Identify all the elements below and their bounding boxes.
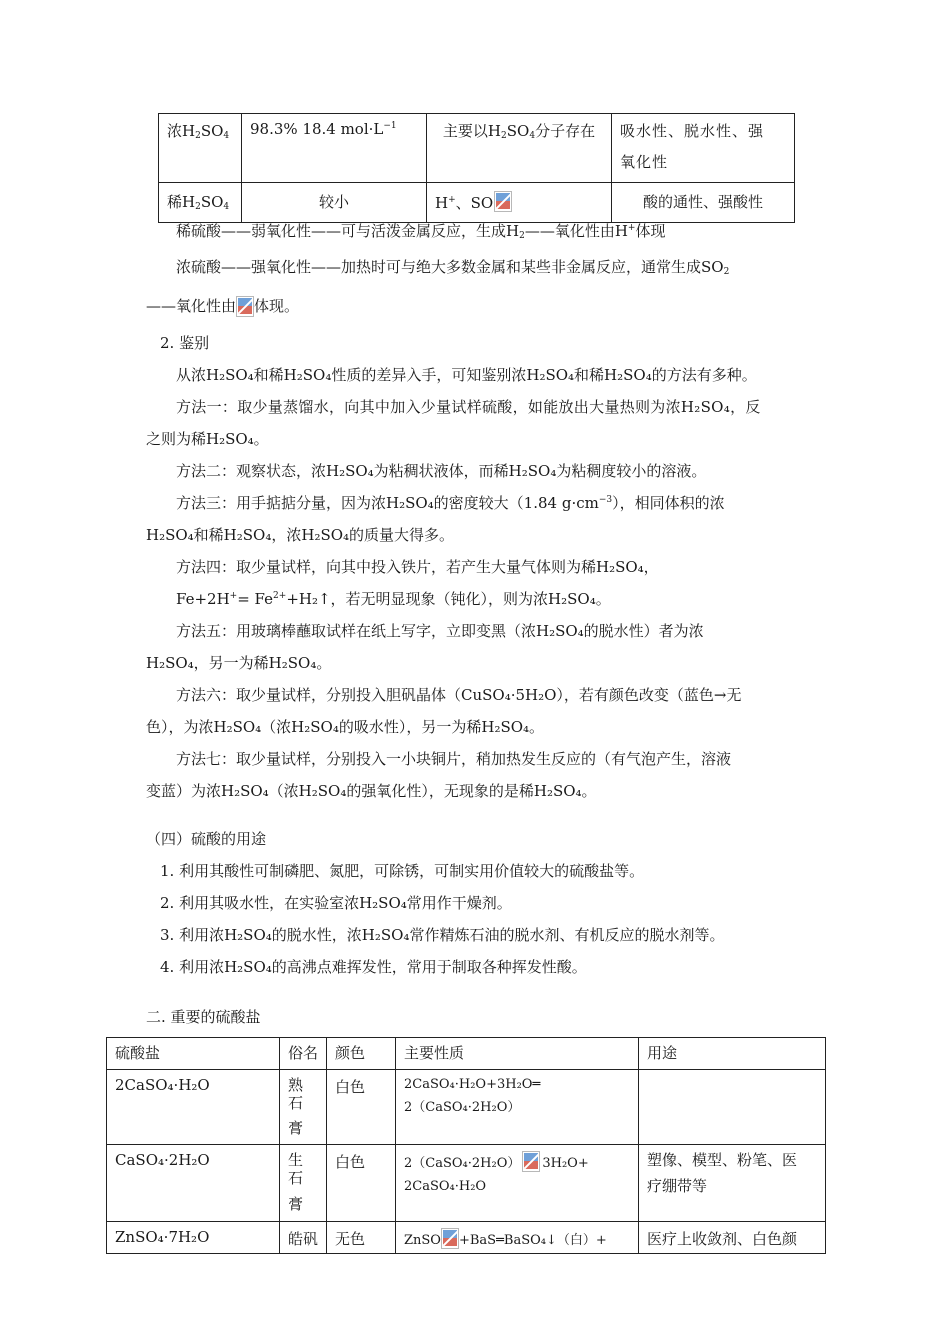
table-cell: 主要以$H_2SO_4$分子存在 [427,114,612,183]
table-cell: CaSO₄·2H₂O [107,1145,280,1222]
table-cell: 较小 [242,183,427,223]
list-item: 2. 利用其吸水性，在实验室浓H₂SO₄常用作干燥剂。 [160,894,512,912]
paragraph: 方法七：取少量试样，分别投入一小块铜片，稍加热发生反应的（有气泡产生，溶液 [176,750,732,768]
table-cell: 酸的通性、强酸性 [612,183,795,223]
list-item: 1. 利用其酸性可制磷肥、氮肥，可除锈，可制实用价值较大的硫酸盐等。 [160,862,645,880]
table-row [107,1070,826,1145]
broken-image-icon [236,296,254,317]
table-cell: 白色 [327,1070,396,1145]
paragraph: H₂SO₄和稀H₂SO₄，浓H₂SO₄的质量大得多。 [146,526,455,544]
table-cell: 吸水性、脱水性、强 氧化性 [612,114,795,183]
table-row [107,1222,826,1254]
table-cell: H+、SO [427,183,612,223]
table-cell: 医疗上收敛剂、白色颜 [639,1222,826,1254]
table-cell: 稀$H_2SO_4$ [159,183,242,223]
table-cell: 熟 石 膏 [280,1070,327,1145]
table-row [107,1145,826,1222]
sulfuric-acid-comparison-table [158,113,795,223]
paragraph: 方法五：用玻璃棒蘸取试样在纸上写字，立即变黑（浓H₂SO₄的脱水性）者为浓 [176,622,704,640]
paragraph: 从浓H₂SO₄和稀H₂SO₄性质的差异入手，可知鉴别浓H₂SO₄和稀H₂SO₄的方法有多种。 [176,366,757,384]
broken-image-icon [441,1228,459,1249]
table-header-row [107,1038,826,1070]
paragraph: 方法一：取少量蒸馏水，向其中加入少量试样硫酸，如能放出大量热则为浓H₂SO₄，反 [176,398,761,416]
concentrated-acid-note: 浓硫酸——强氧化性——加热时可与绝大多数金属和某些非金属反应，通常生成$SO_2$ [176,258,730,277]
broken-image-icon [522,1151,540,1172]
table-cell [639,1070,826,1145]
table-header-cell: 俗名 [280,1038,327,1070]
table-cell: 皓矾 [280,1222,327,1254]
paragraph: 方法二：观察状态，浓H₂SO₄为粘稠状液体，而稀H₂SO₄为粘稠度较小的溶液。 [176,462,707,480]
table-cell: 生 石 膏 [280,1145,327,1222]
paragraph: 方法三：用手掂掂分量，因为浓H₂SO₄的密度较大（1.84 $g\cdot cm^{-3}$），相同体积的浓 [176,494,725,512]
list-item: 4. 利用浓H₂SO₄的高沸点难挥发性，常用于制取各种挥发性酸。 [160,958,587,976]
table-cell: ZnSO +BaS═BaSO₄↓（白）+ [396,1222,639,1254]
paragraph: 色），为浓H₂SO₄（浓H₂SO₄的吸水性），另一为稀H₂SO₄。 [146,718,545,736]
dilute-acid-note: 稀硫酸——弱氧化性——可与活泼金属反应，生成$H_2——$氧化性由H+体现 [176,222,666,241]
list-item: 3. 利用浓H₂SO₄的脱水性，浓H₂SO₄常作精炼石油的脱水剂、有机反应的脱水剂等。 [160,926,725,944]
table-header-cell: 用途 [639,1038,826,1070]
sulfates-table [106,1037,826,1254]
table-cell: 2CaSO₄·H₂O+3H₂O═ 2（CaSO₄·2H₂O） [396,1070,639,1145]
paragraph: 方法六：取少量试样，分别投入胆矾晶体（CuSO₄·5H₂O），若有颜色改变（蓝色→无 [176,686,742,704]
broken-image-icon [494,191,512,212]
section-heading: 二. 重要的硫酸盐 [146,1008,261,1026]
section-heading: （四）硫酸的用途 [146,830,267,848]
paragraph: H₂SO₄，另一为稀H₂SO₄。 [146,654,332,672]
table-row [159,183,795,223]
paragraph: 之则为稀H₂SO₄。 [146,430,269,448]
table-cell: 2CaSO₄·H₂O [107,1070,280,1145]
table-header-cell: 颜色 [327,1038,396,1070]
table-cell: 2（CaSO₄·2H₂O） 3H₂O+ 2CaSO₄·H₂O [396,1145,639,1222]
concentrated-acid-note-cont: ——氧化性由 体现。 [146,297,300,315]
paragraph: 变蓝）为浓H₂SO₄（浓H₂SO₄的强氧化性），无现象的是稀H₂SO₄。 [146,782,597,800]
paragraph: 方法四：取少量试样，向其中投入铁片，若产生大量气体则为稀H₂SO₄， [176,558,659,576]
table-header-cell: 主要性质 [396,1038,639,1070]
table-cell: 塑像、模型、粉笔、医 疗绷带等 [639,1145,826,1222]
table-row [159,114,795,183]
table-cell: 98.3% 18.4 $mol\cdot L^{-1}$ [242,114,427,183]
table-cell: 浓$H_2SO_4$ [159,114,242,183]
section-heading: 2. 鉴别 [160,334,210,352]
table-header-cell: 硫酸盐 [107,1038,280,1070]
table-cell: 白色 [327,1145,396,1222]
table-cell: ZnSO₄·7H₂O [107,1222,280,1254]
table-cell: 无色 [327,1222,396,1254]
paragraph: $Fe+2H^+= Fe^{2+}+H_2↑$，若无明显现象（钝化），则为浓H₂SO₄。 [176,590,611,608]
